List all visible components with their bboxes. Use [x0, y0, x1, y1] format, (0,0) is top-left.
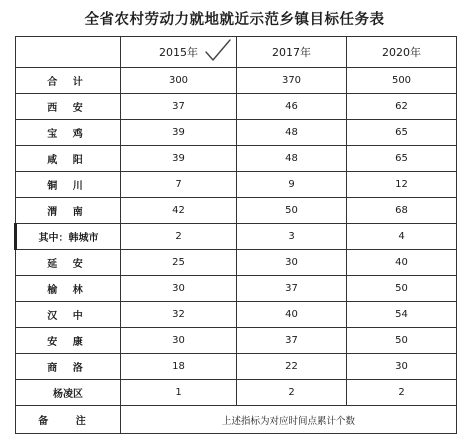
- value-2015: 39: [121, 120, 237, 146]
- value-2015: 1: [121, 380, 237, 406]
- region-name: 铜 川: [47, 181, 89, 192]
- note-text: 上述指标为对应时间点累计个数: [121, 406, 457, 434]
- value-2017: 37: [237, 276, 347, 302]
- region-name: 安 康: [47, 337, 89, 348]
- handwritten-checkmark-icon: [204, 38, 232, 64]
- region-cell: [16, 380, 121, 406]
- value-2017: 370: [237, 68, 347, 94]
- value-2015: 37: [121, 94, 237, 120]
- value-2017: 3: [237, 224, 347, 250]
- value-2020: 50: [347, 328, 457, 354]
- table-row: [16, 302, 457, 328]
- value-2020: 4: [347, 224, 457, 250]
- region-name: 榆 林: [47, 285, 89, 296]
- table-row: [16, 198, 457, 224]
- value-2017: 22: [237, 354, 347, 380]
- region-cell: [16, 328, 121, 354]
- region-name: 合 计: [47, 77, 89, 88]
- region-cell: [16, 94, 121, 120]
- value-2015: 39: [121, 146, 237, 172]
- region-cell: [16, 68, 121, 94]
- region-name: 延 安: [47, 259, 89, 270]
- table-row: [16, 276, 457, 302]
- table-row: [16, 68, 457, 94]
- table-row: [16, 328, 457, 354]
- region-name: 渭 南: [47, 207, 89, 218]
- value-2017: 40: [237, 302, 347, 328]
- value-2017: 30: [237, 250, 347, 276]
- value-2020: 54: [347, 302, 457, 328]
- value-2020: 65: [347, 120, 457, 146]
- table-row: [16, 250, 457, 276]
- region-cell: [16, 198, 121, 224]
- table-row: [16, 172, 457, 198]
- value-2020: 2: [347, 380, 457, 406]
- table-row: [16, 354, 457, 380]
- table-row: [16, 224, 457, 250]
- region-cell: [16, 172, 121, 198]
- value-2017: 46: [237, 94, 347, 120]
- region-cell: [16, 250, 121, 276]
- value-2017: 2: [237, 380, 347, 406]
- value-2020: 40: [347, 250, 457, 276]
- value-2017: 37: [237, 328, 347, 354]
- value-2020: 68: [347, 198, 457, 224]
- header-2015: [121, 37, 237, 68]
- value-2015: 18: [121, 354, 237, 380]
- value-2020: 50: [347, 276, 457, 302]
- value-2015: 25: [121, 250, 237, 276]
- note-label-cell: [16, 406, 121, 434]
- note-label: 备 注: [38, 416, 98, 427]
- value-2015: 30: [121, 328, 237, 354]
- region-cell: [16, 354, 121, 380]
- value-2020: 65: [347, 146, 457, 172]
- header-corner-cell: [16, 37, 121, 68]
- value-2017: 9: [237, 172, 347, 198]
- value-2015: 42: [121, 198, 237, 224]
- region-name: 商 洛: [47, 363, 89, 374]
- value-2020: 30: [347, 354, 457, 380]
- value-2017: 48: [237, 146, 347, 172]
- value-2020: 500: [347, 68, 457, 94]
- region-name: 宝 鸡: [47, 129, 89, 140]
- region-name: 西 安: [47, 103, 89, 114]
- page-title: 全省农村劳动力就地就近示范乡镇目标任务表: [84, 12, 385, 28]
- region-name: 其中：韩城市: [38, 233, 99, 244]
- region-name: 汉 中: [47, 311, 89, 322]
- region-cell: [16, 276, 121, 302]
- table-row: [16, 120, 457, 146]
- value-2015: 7: [121, 172, 237, 198]
- value-2017: 48: [237, 120, 347, 146]
- region-name: 咸 阳: [47, 155, 89, 166]
- value-2015: 30: [121, 276, 237, 302]
- table-header-row: [16, 37, 457, 68]
- header-2020: 2020年: [347, 37, 457, 68]
- target-task-table: [14, 36, 457, 434]
- note-row: [16, 406, 457, 434]
- region-cell: [16, 146, 121, 172]
- table-row: [16, 146, 457, 172]
- table-row: [16, 380, 457, 406]
- header-2015-label: 2015年: [159, 46, 198, 59]
- value-2020: 62: [347, 94, 457, 120]
- value-2017: 50: [237, 198, 347, 224]
- value-2020: 12: [347, 172, 457, 198]
- value-2015: 32: [121, 302, 237, 328]
- region-cell: [16, 120, 121, 146]
- region-name: 杨凌区: [53, 389, 83, 400]
- region-cell: [16, 224, 121, 250]
- table-row: [16, 94, 457, 120]
- value-2015: 2: [121, 224, 237, 250]
- value-2015: 300: [121, 68, 237, 94]
- region-cell: [16, 302, 121, 328]
- header-2017: 2017年: [237, 37, 347, 68]
